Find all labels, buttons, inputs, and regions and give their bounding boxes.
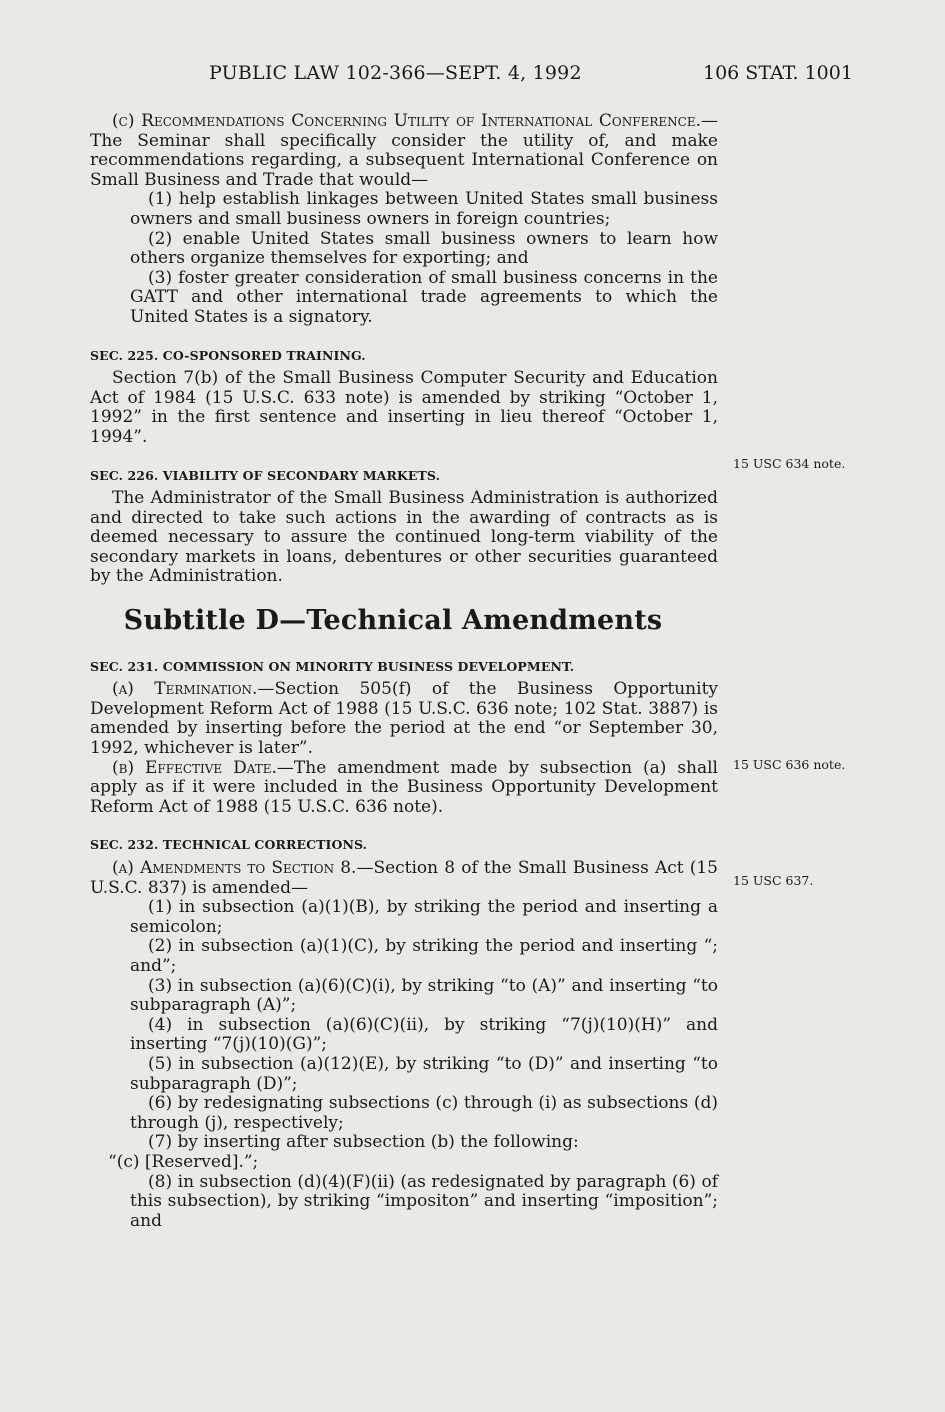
- list-item: (6) by redesignating subsections (c) through (i) as subsections (d) through (j), respectively;: [130, 1093, 718, 1133]
- section-heading-232: SEC. 232. TECHNICAL CORRECTIONS.: [90, 837, 368, 853]
- paragraph-heading: (a) Termination.: [112, 679, 258, 700]
- list-item: (2) enable United States small business owners to learn how others organize themselves for exporting; and: [130, 228, 718, 269]
- list-item: (4) in subsection (a)(6)(C)(ii), by striking “7(j)(10)(H)” and inserting “7(j)(10)(G)”;: [130, 1014, 718, 1055]
- paragraph-heading: (a) Amendments to Section 8.: [112, 858, 357, 878]
- paragraph-text: —The Seminar shall specifically consider the utility of, and make recommendations regarding, a subsequent International Conference on Small Business and Trade that would—: [90, 111, 718, 190]
- section-heading-225: SEC. 225. CO-SPONSORED TRAINING.: [90, 347, 366, 363]
- page-body: [90, 112, 718, 1231]
- paragraph-c-recommendations: [90, 112, 718, 190]
- section-231-b: [90, 759, 718, 818]
- list-item: (3) in subsection (a)(6)(C)(i), by striking “to (A)” and inserting “to subparagraph (A)”;: [130, 975, 718, 1016]
- list-item: (8) in subsection (d)(4)(F)(ii) (as redesignated by paragraph (6) of this subsection), by striking “impositon” and inserting “imposition”; and: [130, 1171, 718, 1231]
- paragraph-heading: (c) Recommendations Concerning Utility of International Conference.: [112, 111, 701, 131]
- subtitle-heading: Subtitle D—Technical Amendments: [123, 605, 663, 637]
- section-232-a: [90, 859, 718, 898]
- paragraph-text: —Section 505(f) of the Business Opportunity Development Reform Act of 1988 (15 U.S.C. 636 note; 102 Stat. 3887) is amended by inserting before the period at the end “or September 30, 1992, whichever is later”.: [90, 679, 719, 759]
- section-heading-231: SEC. 231. COMMISSION ON MINORITY BUSINESS DEVELOPMENT.: [90, 658, 575, 674]
- list-item: (5) in subsection (a)(12)(E), by striking “to (D)” and inserting “to subparagraph (D)”;: [130, 1053, 718, 1094]
- section-225-text: Section 7(b) of the Small Business Computer Security and Education Act of 1984 (15 U.S.C. 633 note) is amended by striking “October 1, 1992” in the first sentence and inserting in lieu thereof “October 1, 1994”.: [90, 368, 718, 447]
- list-item: (2) in subsection (a)(1)(C), by striking the period and inserting “; and”;: [130, 936, 718, 976]
- list-item: (3) foster greater consideration of small business concerns in the GATT and other international trade agreements to which the United States is a signatory.: [130, 267, 718, 327]
- list-item: (1) in subsection (a)(1)(B), by striking the period and inserting a semicolon;: [130, 897, 718, 937]
- running-header-title: PUBLIC LAW 102-366—SEPT. 4, 1992: [209, 62, 582, 84]
- margin-note-sec231: 15 USC 636 note.: [733, 757, 846, 772]
- quoted-insertion: “(c) [Reserved].”;: [108, 1151, 259, 1172]
- paragraph-text: —The amendment made by subsection (a) shall apply as if it were included in the Business Opportunity Development Reform Act of 1988 (15 U.S.C. 636 note).: [90, 757, 718, 817]
- list-item: (1) help establish linkages between United States small business owners and small business owners in foreign countries;: [130, 189, 718, 229]
- section-heading-226: SEC. 226. VIABILITY OF SECONDARY MARKETS.: [90, 467, 441, 483]
- section-231-a: [90, 680, 718, 758]
- list-item: (7) by inserting after subsection (b) the following:: [148, 1132, 579, 1153]
- margin-note-sec226: 15 USC 634 note.: [733, 456, 846, 471]
- paragraph-text: —Section 8 of the Small Business Act (15 U.S.C. 837) is amended—: [90, 858, 718, 898]
- margin-note-sec232: 15 USC 637.: [733, 873, 814, 888]
- page-number: 106 STAT. 1001: [703, 62, 853, 84]
- paragraph-heading: (b) Effective Date.: [112, 757, 277, 778]
- section-226-text: The Administrator of the Small Business Administration is authorized and directed to take such actions in the awarding of contracts as is deemed necessary to assure the continued long-term viability of the secondary markets in loans, debentures or other securities guaranteed by the Administration.: [90, 488, 718, 587]
